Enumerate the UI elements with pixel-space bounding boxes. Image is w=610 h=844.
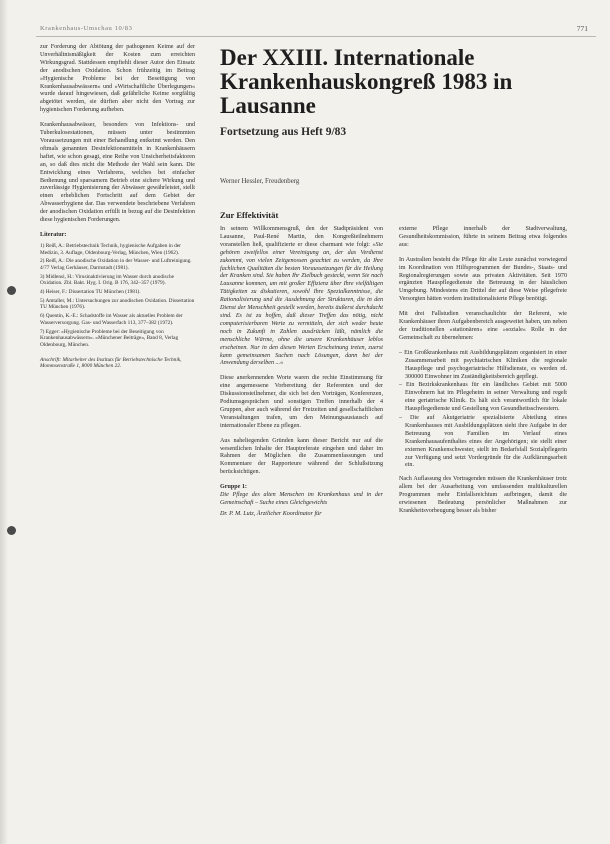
group-description: Die Pflege des alten Menschen im Krankenhaus und in der Gemeinschaft – Suche eines Gleichgewichts — [220, 492, 383, 506]
right-column — [399, 226, 567, 523]
page-number: 771 — [576, 24, 588, 33]
header-rule — [36, 36, 596, 37]
quoted-welcome: »Sie gehören zweifellos einer Vereinigung an, der das Verdienst zukommt, von vielen Zeitgenossen geachtet zu werden, da Ihre fachlichen Qualitäten die besten Voraussetzungen für die Heilung der Kranken sind. Sie haben Ihr Zielbuch gesteckt, wenn Sie nach Lausanne kommen, um mit großer Effizienz über Ihre vielfältigen Tätigkeiten zu diskutieren, sowohl Ihre Spezialkenntnisse, die Rationalisierung und die Ausdehnung der Strukturen, die in den Dienst der Menschheit gestellt werden, bereits äußerst durchdacht sind. Es ist zu hoffen, daß dieser Treffen das nötig, nicht computerisierbaren Werte zu vermitteln, der sich weder heute noch in Zukunft in Zahlen ausdrücken läßt, nämlich die menschliche Wärme, ohne die unsere Krankenhäuser leblos erscheinen. Nur in den diesen Werten Erscheinung treten, zuerst kann gemeinsamen Suchen nach Lösungen, dann bei der Anwendung derselben ...« — [220, 241, 383, 367]
running-header: Krankenhaus-Umschau 10/83 — [40, 25, 133, 32]
reference-item: 1) Reiß, A.: Betriebstechnik Technik, hygienische Aufgaben in der Medizin, 3. Auflage, Oldenbourg-Verlag, München, Wien (1962). — [40, 242, 181, 256]
paragraph: Krankenhausabwässer, besonders von Infektions- und Tuberkulosestationen, müssen unter bestimmten Voraussetzungen mit einer Behandlung entkeimt werden. Den oftmals genannten Desinfektionsmitteln in Krankenhäusern haftet, wie schon gesagt, eine Reihe von Unsicherheitsfaktoren an, so daß dies nicht die Methode der Wahl sein kann. Die Entwicklung eines Verfahrens, welches bei einfacher Bedienung und sparsamem Betrieb eine sichere Wirkung und zuverlässige Hygienisierung der Abwässer gewährleistet, stellt einen erheblichen Fortschritt auf dem Gebiet der Abwasserhygiene dar. Das verwendete beschriebene Verfahren der anodischen Oxidation erfüllt in bezug auf die Desinfektion diese hygienischen Forderungen. — [40, 122, 195, 224]
left-column — [40, 44, 195, 370]
punch-hole — [7, 526, 16, 535]
paragraph — [220, 226, 383, 368]
case-study-list — [399, 350, 567, 471]
paragraph: externe Pflege innerhalb der Stadtverwaltung, Gesundheitskommission, führte in seinem Beitrag etwa folgendes aus: — [399, 226, 567, 248]
reference-item: 3) Midlensi, H.: Virusinaktivierung im Wasser durch anodische Oxidation. Zbl. Bakt. Hyg. I. Orig. B 176, 342–357 (1979). — [40, 273, 174, 287]
paragraph: Diese anerkennenden Worte waren die rechte Einstimmung für eine angemessene Vorbereitung der Referenten und der Diskussionsteilnehmer, die sich bei den Vorträgen, Konferenzen, Podiumsgesprächen und sonstigen Treffen innerhalb der 4 Gruppen, aber auch während der Freizeiten und gesellschaftlichen Veranstaltungen trafen, um den Meinungsaustausch auf internationaler Ebene zu pflegen. — [220, 375, 383, 429]
paragraph: Mit drei Fallstudien veranschaulichte der Referent, wie Krankenhäuser ihren Aufgabenbereich ausgeweitet haben, um neben der traditionellen »stationären« eine »soziale« Rolle in der Gemeinschaft zu übernehmen: — [399, 311, 567, 341]
article-subtitle: Fortsetzung aus Heft 9/83 — [220, 126, 347, 138]
scan-edge-shadow — [0, 0, 8, 844]
paragraph: Aus naheliegenden Gründen kann dieser Bericht nur auf die wesentlichen Inhalte der Hauptreferate eingehen und daher im Rahmen der Möglichen die Zusammenfassungen und Kommentare der Rapporteure während der Schlußsitzung berücksichtigen. — [220, 437, 383, 476]
author-address-note: Anschrift: Mitarbeiter des Instituts für Betriebstechnische Technik, Mommsenstraße 1, 8000 München 22. — [40, 356, 182, 370]
reference-item: 6) Quentin, K.-E.: Schadstoffe im Wasser als aktuelles Problem der Wasserversorgung. Gas- und Wasserfach 113, 377–382 (1972). — [40, 313, 183, 326]
list-item: – Die auf Akutgeriatrie spezialisierte Abteilung eines Krankenhauses mit Ausbildungsplätzen sieht ihre Aufgabe in der Betreuung von Familien im Verlauf eines Krankenhausaufenthaltes eines der Angehörigen; sie stellt einer externen Krankenschwester, stellt im Bedarfsfall Sozialpflegerin zur Verfügung und setzt Vordergründe für die Aufklärungsarbeit ein. — [405, 415, 567, 470]
paragraph: zur Forderung der Abtötung der pathogenen Keime auf der Unverhältnismäßigkeit der Kosten zum erreichten Wirkungsgrad. Stattdessen empfiehlt dieser Autor den Einsatz der anodischen Oxidation. Schon frühzeitig im Beitrag »Hygienische Probleme bei der Beseitigung von Krankenhausabwässern« und »Wirtschaftliche Überlegungen« wurde darauf hingewiesen, daß gefährliche Keime sorgfältig abgetötet werden, sie dürften aber nicht den Vortrag zur hygienischen Forderung aufheben. — [40, 44, 195, 114]
paragraph: In Australien besteht die Pflege für alte Leute zunächst vorwiegend im Koordination von Hilfsprogrammen der Bundes-, Staats- und Regionalregierungen sowie aus privaten Aktivitäten. Seit 1970 ergänzten Hauspflegedienste die Betreuung in der häuslichen Umgebung. Mindestens ein Drittel der auf diese Weise pflegefreie Versorgten hätten vordem institutionalisierte Pflege benötigt. — [399, 256, 567, 303]
article-author: Werner Hessler, Freudenberg — [220, 178, 300, 185]
paragraph: Nach Auflassung des Vortragenden müssen die Krankenhäuser trotz allem bei der Ausarbeitung von umfassenden multikulturellen Programmen mehr Einfallsreichtum aufbringen, damit die erwiesenen Bedeutung persönlicher Maßnahmen zur Krankheitsvorbeugung besser als bisher — [399, 476, 567, 514]
list-item: – Ein Großkrankenhaus mit Ausbildungsplätzen organisiert in einer Zusammenarbeit mit psychiatrischen Kliniken die regionale Hauspflege und psychogeriatrische Hilfsdienste, es werden rd. 300000 Einwohner im Zuständigkeitsbereich gepflegt. — [405, 350, 567, 382]
references-heading: Literatur: — [40, 231, 67, 238]
reference-item: 4) Heiser, F.: Dissertation TU München (1981). — [40, 289, 141, 296]
article-title: Der XXIII. Internationale Krankenhauskongreß 1983 in Lausanne — [220, 45, 513, 118]
list-item: – Ein Bezirkskrankenhaus für ein ländliches Gebiet mit 5000 Einwohnern hat im Pflegeheim in seiner Verwaltung und regelt eine geriatrische Klinik. Es hält sich verantwortlich für lokale Hauspflegedienste und Gestellung von Gesundheitsschwestern. — [405, 382, 567, 414]
section-heading: Zur Effektivität — [220, 210, 279, 220]
group-speaker: Dr. P. M. Lutz, Ärztlicher Koordinator für — [220, 510, 322, 517]
intro-text: In seinem Willkommensgruß, den der Stadtpräsident von Lausanne, Paul-René Martin, den Kongreßteilnehmern voranstellen ließ, qualifizierte er diese charmant wie folgt: — [220, 226, 383, 248]
reference-item: 5) Amtaller, M.: Untersuchungen zur anodischen Oxidation. Dissertation TU München (1976). — [40, 297, 195, 311]
punch-hole — [7, 286, 16, 295]
group-heading: Gruppe 1: — [220, 484, 247, 491]
middle-column — [220, 226, 383, 526]
reference-item: 7) Egger: »Hygienische Probleme bei der Beseitigung von Krankenhausabwässern«. »Münchener Beiträge«, Band 8, Verlag Oldenbourg, München. — [40, 328, 179, 348]
reference-item: 2) Reiß, A.: Die anodische Oxidation in der Wasser- und Luftreinigung. 4/77 Verlag Gerhäuser, Darmstadt (1981). — [40, 258, 192, 271]
